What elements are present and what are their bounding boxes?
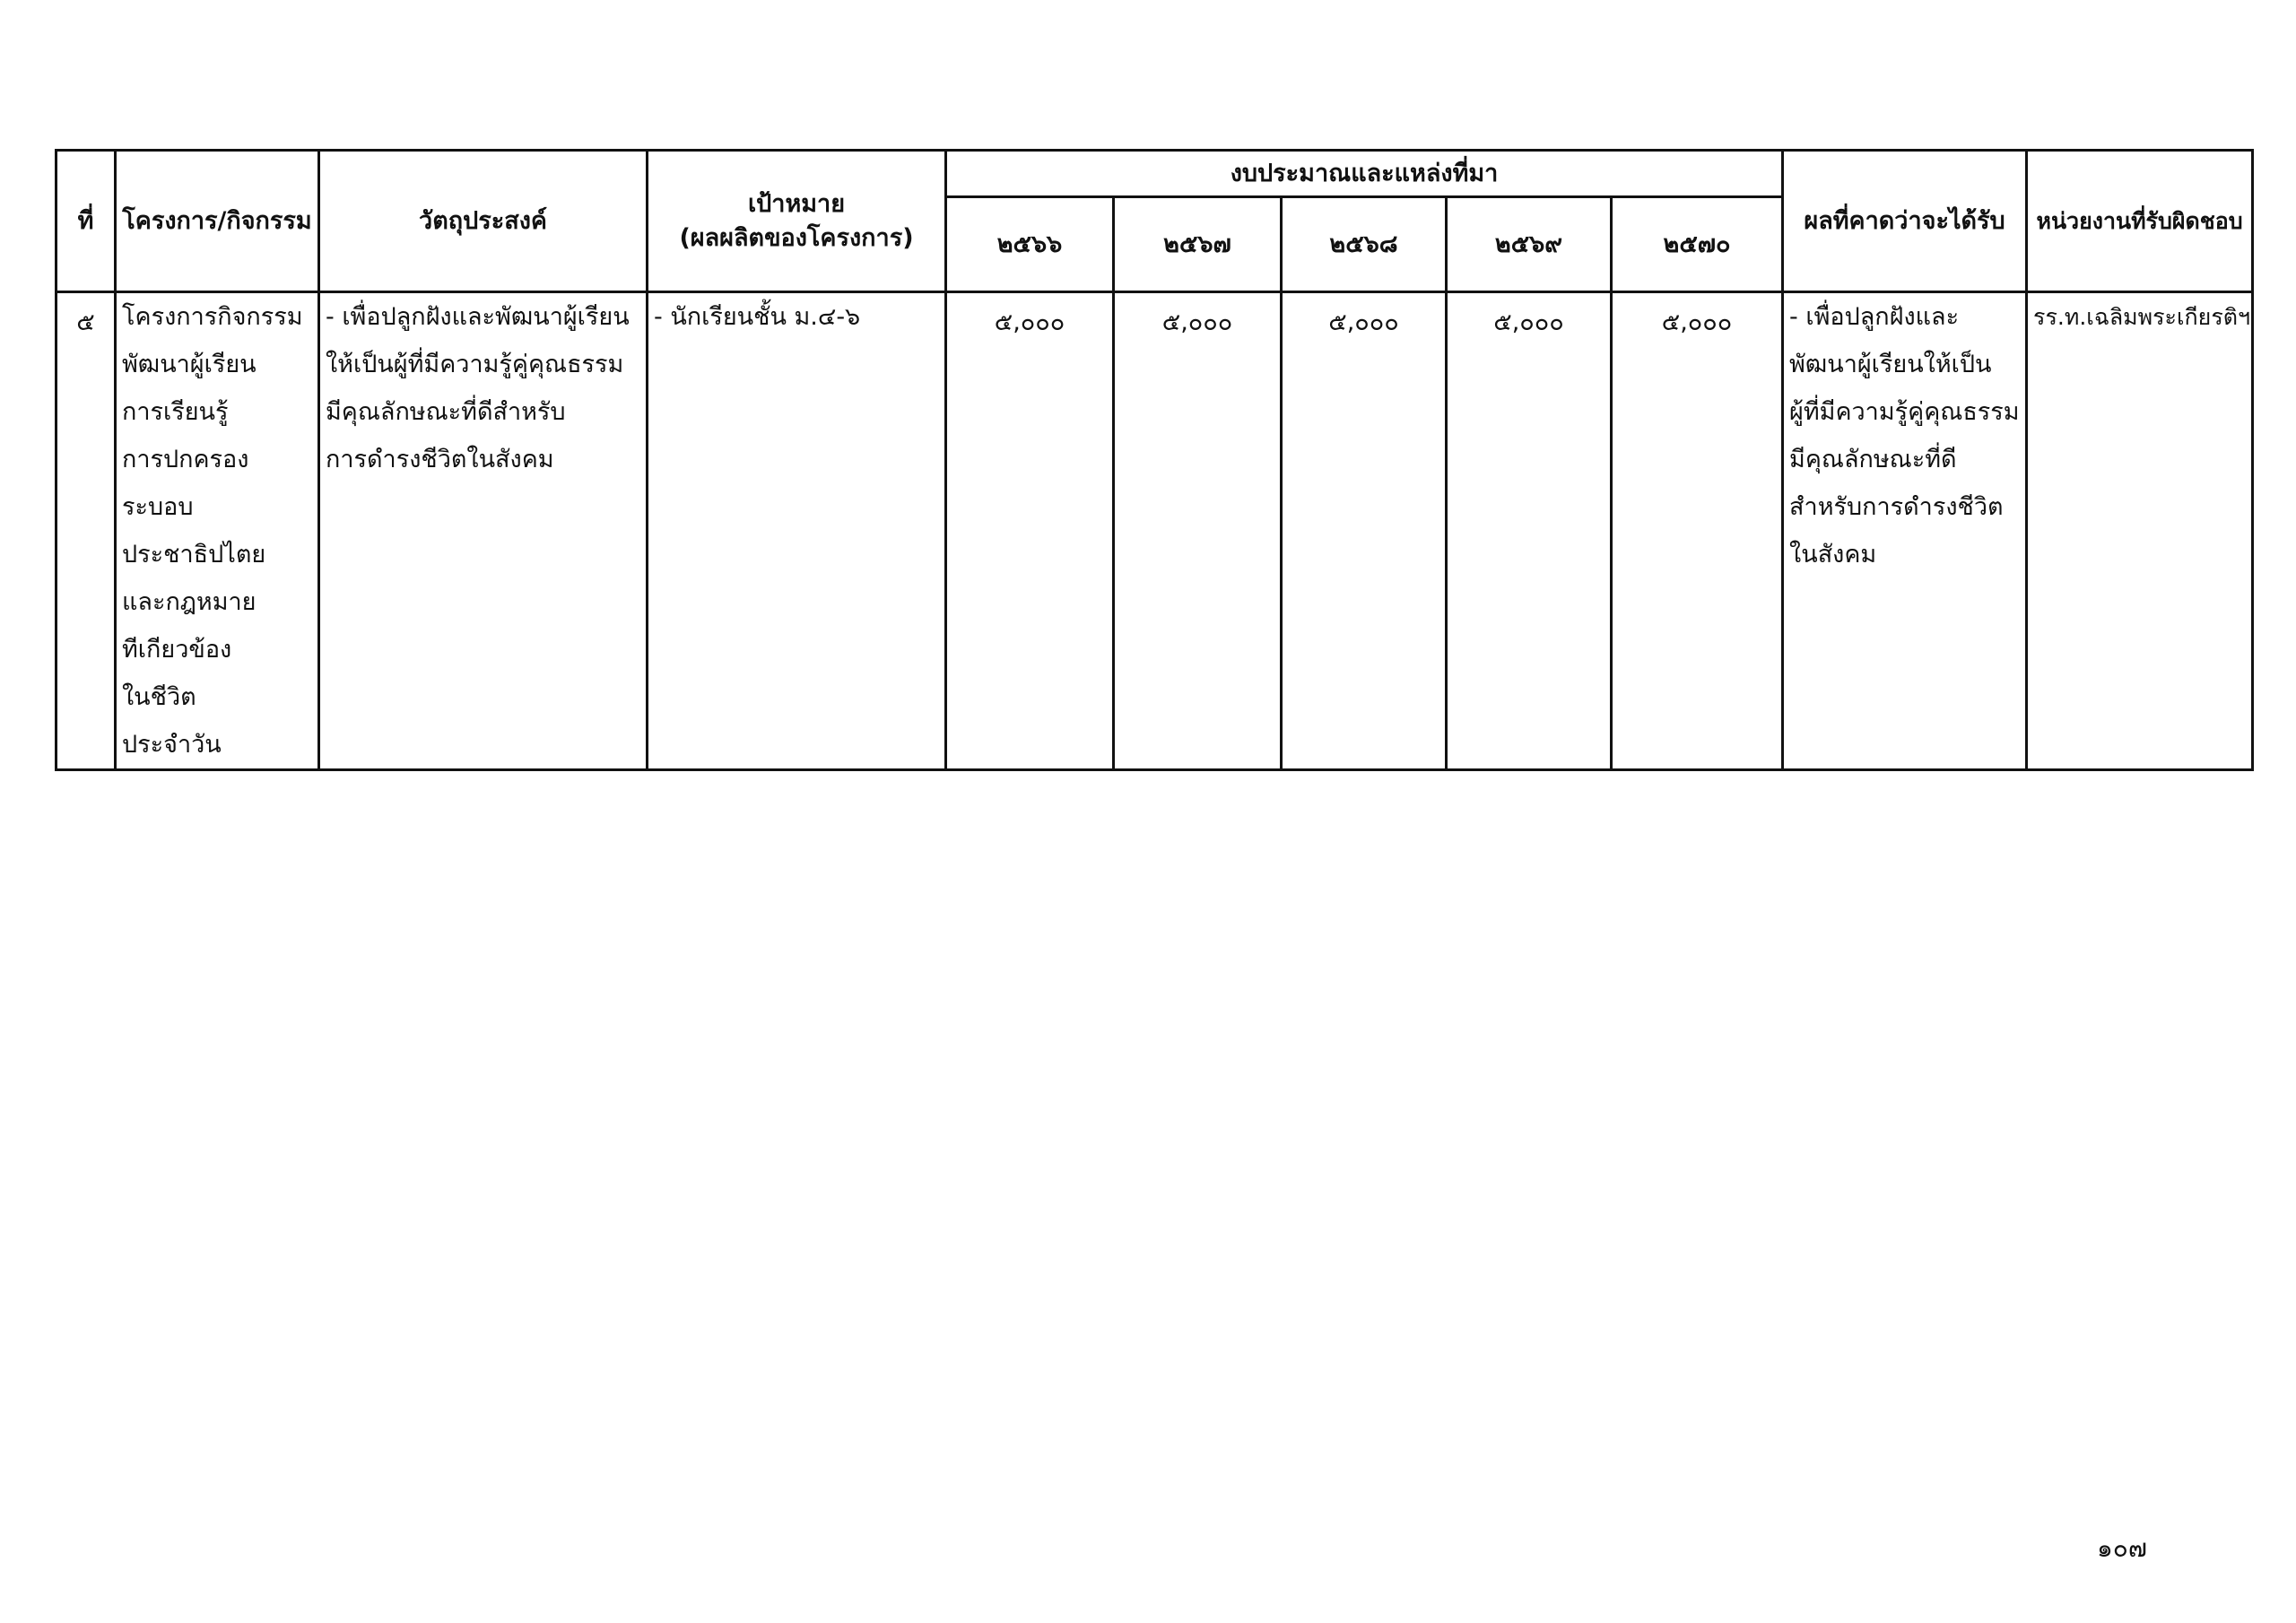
cell-objective (319, 292, 648, 770)
row-number: ๕ (76, 308, 95, 336)
expected-line: มีคุณลักษณะที่ดี (1789, 446, 1957, 473)
project-line: การปกครอง (122, 446, 249, 473)
header-budget-group: งบประมาณและแหล่งที่มา (946, 151, 1783, 197)
expected-line: พัฒนาผู้เรียนให้เป็น (1789, 351, 1992, 378)
header-responsible: หน่วยงานที่รับผิดชอบ (2027, 151, 2253, 292)
cell-budget (1612, 292, 1783, 770)
header-year: ๒๕๖๗ (1114, 197, 1282, 292)
project-line: ทีเกียวข้อง (122, 636, 232, 664)
project-line: และกฎหมาย (122, 588, 257, 616)
header-year: ๒๕๖๘ (1282, 197, 1447, 292)
header-expected: ผลที่คาดว่าจะได้รับ (1783, 151, 2027, 292)
header-target (648, 151, 946, 292)
cell-budget (946, 292, 1114, 770)
responsible-unit: รร.ท.เฉลิมพระเกียรติฯ (2033, 304, 2251, 330)
header-year: ๒๕๖๖ (946, 197, 1114, 292)
cell-budget (1114, 292, 1282, 770)
budget-value: ๕,๐๐๐ (1328, 308, 1399, 336)
budget-value: ๕,๐๐๐ (1161, 308, 1233, 336)
header-target-line2: (ผลผลิตของโครงการ) (679, 223, 914, 252)
cell-budget (1282, 292, 1447, 770)
header-row-1 (57, 151, 2253, 197)
expected-line: - เพื่อปลูกฝังและ (1789, 303, 1960, 331)
project-plan-table (55, 149, 2254, 771)
objective-line: การดำรงชีวิตในสังคม (326, 446, 554, 473)
budget-value: ๕,๐๐๐ (1661, 308, 1733, 336)
header-project: โครงการ/กิจกรรม (116, 151, 319, 292)
target-line: - นักเรียนชั้น ม.๔-๖ (654, 303, 861, 331)
objective-line: มีคุณลักษณะที่ดีสำหรับ (326, 398, 566, 426)
project-line: ในชีวิต (122, 683, 196, 711)
header-objective: วัตถุประสงค์ (319, 151, 648, 292)
project-line: ระบอบ (122, 493, 194, 521)
cell-responsible (2027, 292, 2253, 770)
project-line: การเรียนรู้ (122, 398, 229, 426)
header-year: ๒๕๖๙ (1447, 197, 1612, 292)
header-no: ที่ (57, 151, 116, 292)
page-number: ๑๐๗ (2097, 1533, 2147, 1563)
budget-value: ๕,๐๐๐ (994, 308, 1065, 336)
project-line: ประจำวัน (122, 731, 222, 759)
header-year: ๒๕๗๐ (1612, 197, 1783, 292)
objective-line: ให้เป็นผู้ที่มีความรู้คู่คุณธรรม (326, 351, 624, 378)
cell-target (648, 292, 946, 770)
cell-no (57, 292, 116, 770)
expected-line: ในสังคม (1789, 541, 1877, 568)
objective-line: - เพื่อปลูกฝังและพัฒนาผู้เรียน (326, 303, 630, 331)
project-line: ประชาธิปไตย (122, 541, 266, 568)
project-line: โครงการกิจกรรม (122, 303, 303, 331)
expected-line: สำหรับการดำรงชีวิต (1789, 493, 2004, 521)
cell-expected (1783, 292, 2027, 770)
cell-project (116, 292, 319, 770)
budget-value: ๕,๐๐๐ (1493, 308, 1564, 336)
cell-budget (1447, 292, 1612, 770)
header-target-line1: เป้าหมาย (747, 189, 846, 218)
table-row (57, 292, 2253, 770)
expected-line: ผู้ที่มีความรู้คู่คุณธรรม (1789, 398, 2020, 426)
project-line: พัฒนาผู้เรียน (122, 351, 257, 378)
